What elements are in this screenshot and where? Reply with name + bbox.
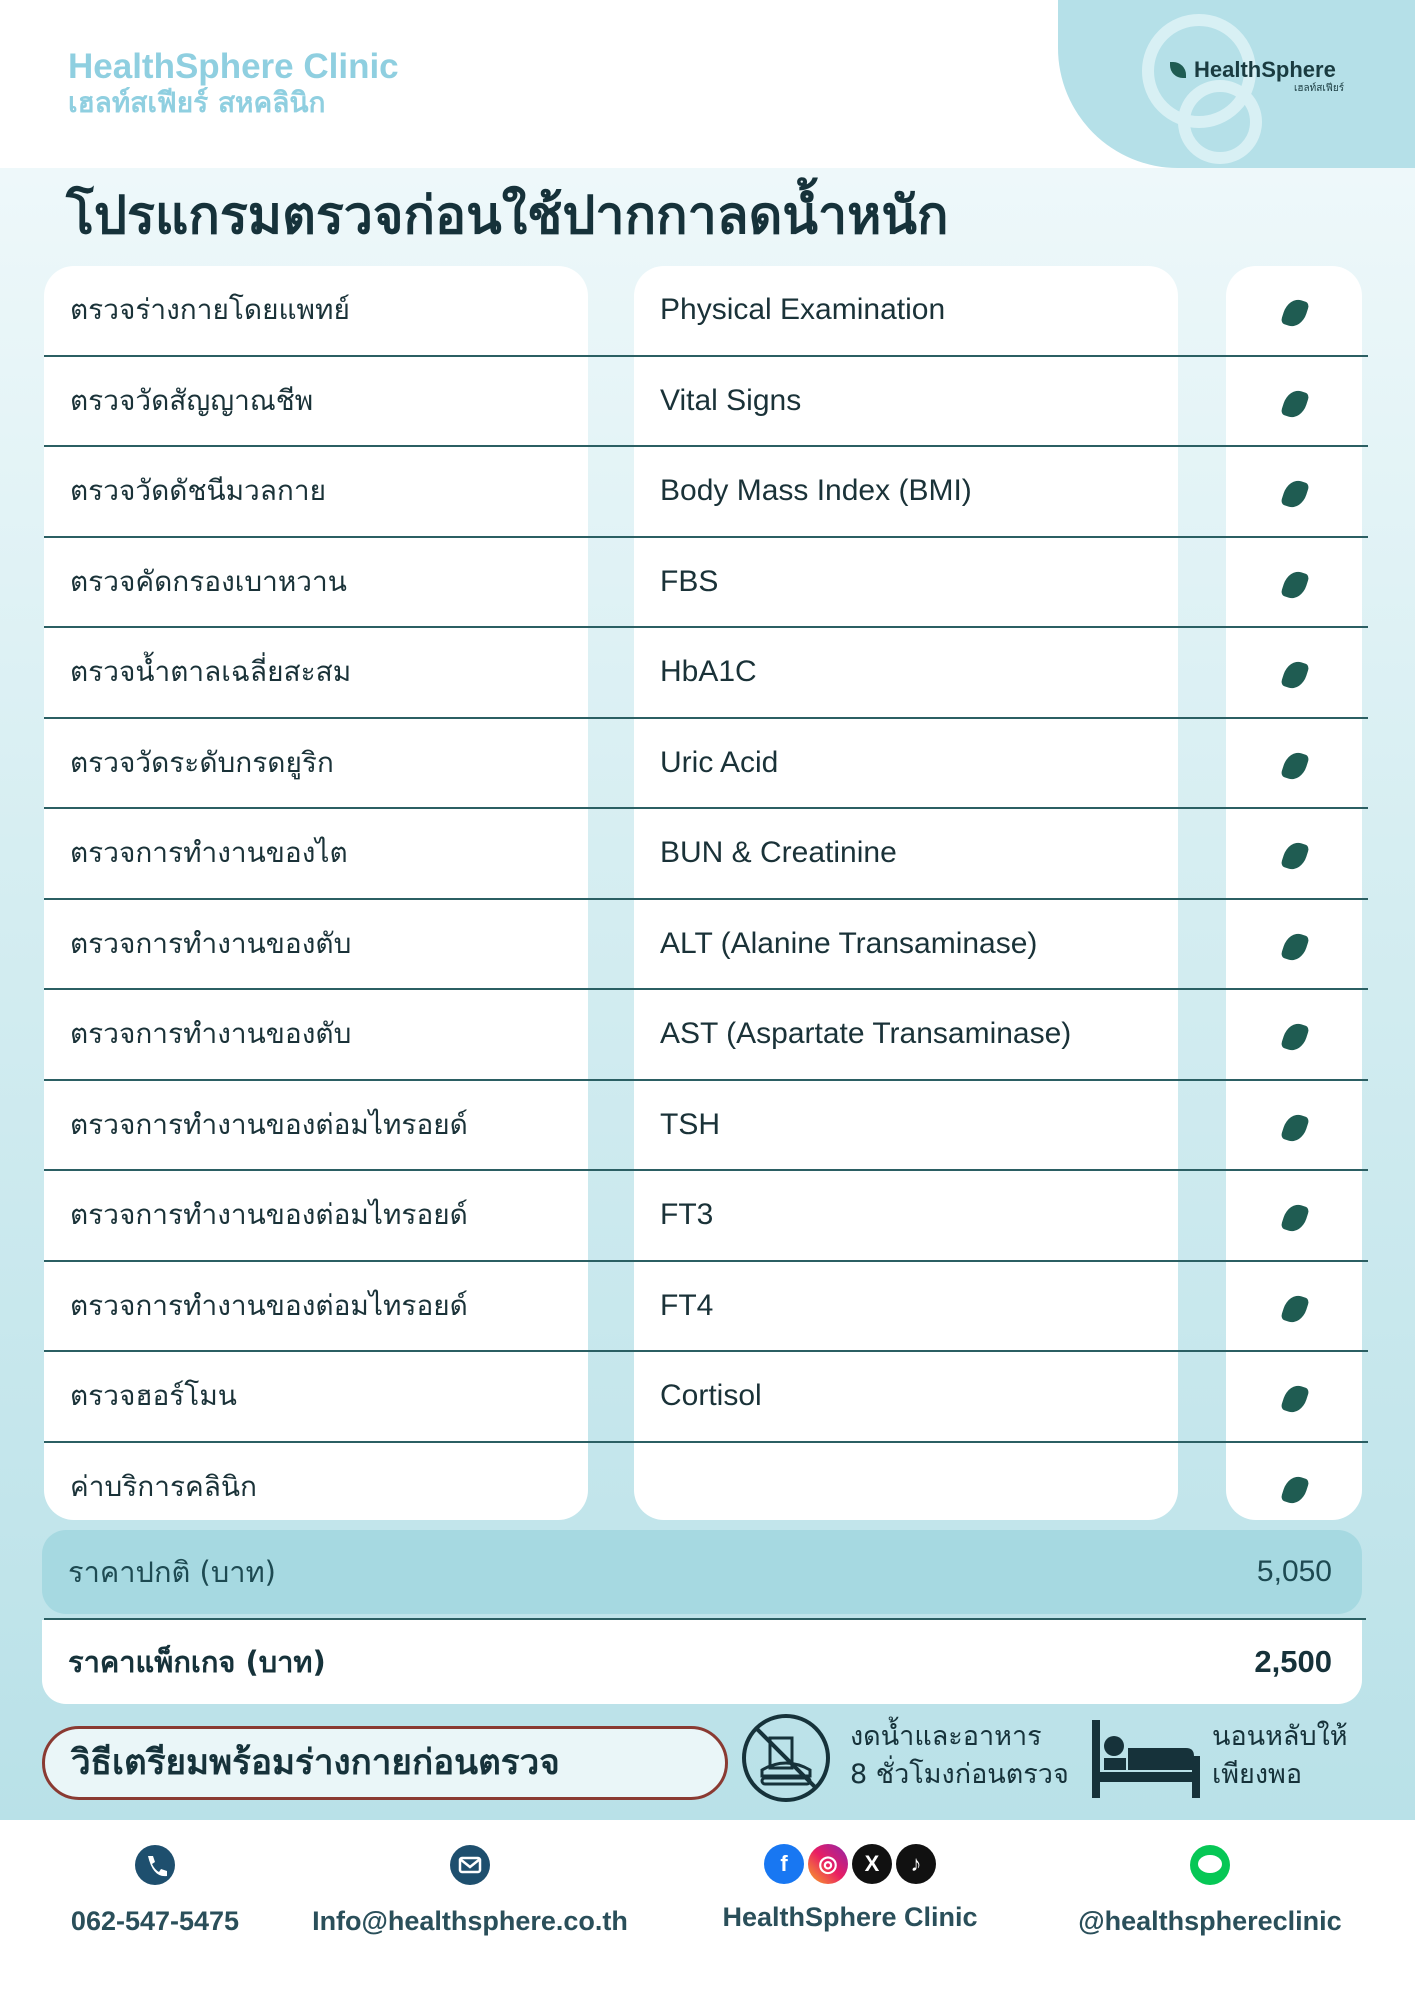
item-name-th: ตรวจการทำงานของตับ [70, 926, 352, 960]
checkup-items-table [44, 266, 1368, 1533]
table-row [44, 1352, 1368, 1443]
table-row [44, 809, 1368, 900]
phone-number: 062-547-5475 [70, 1906, 240, 1936]
table-row [44, 1443, 1368, 1534]
line-id: @healthsphereclinic [1078, 1906, 1342, 1936]
header-decoration [1058, 0, 1415, 168]
normal-price-row [42, 1530, 1362, 1614]
tiktok-icon[interactable]: ♪ [896, 1844, 936, 1884]
package-price-value: 2,500 [1254, 1644, 1332, 1679]
brand-name-en: HealthSphere Clinic [68, 47, 399, 86]
social-name: HealthSphere Clinic [722, 1902, 978, 1932]
normal-price-value: 5,050 [1256, 1555, 1332, 1588]
instagram-icon[interactable]: ◎ [808, 1844, 848, 1884]
item-name-en: AST (Aspartate Transaminase) [660, 1017, 1072, 1050]
brand-name-th: เฮลท์สเฟียร์ สหคลินิก [68, 86, 326, 119]
included-leaf-icon [1280, 1020, 1310, 1053]
table-row [44, 1081, 1368, 1172]
logo-subtitle: เฮลท์สเฟียร์ [1294, 83, 1345, 94]
social-icons [700, 1844, 1000, 1886]
item-name-th: ตรวจร่างกายโดยแพทย์ [70, 293, 350, 326]
item-name-en: BUN & Creatinine [660, 836, 897, 869]
facebook-icon[interactable]: f [764, 1844, 804, 1884]
bed-icon [1090, 1716, 1202, 1800]
preparation-title: วิธีเตรียมพร้อมร่างกายก่อนตรวจ [71, 1743, 560, 1783]
email-contact[interactable] [300, 1844, 640, 1937]
package-price-label: ราคาแพ็กเกจ (บาท) [68, 1645, 326, 1679]
included-leaf-icon [1280, 658, 1310, 691]
fasting-tip-line1: งดน้ำและอาหาร [850, 1721, 1042, 1752]
table-row [44, 266, 1368, 357]
sleep-tip [1212, 1718, 1348, 1794]
clinic-logo [1170, 57, 1345, 94]
email-icon [449, 1844, 491, 1886]
phone-contact[interactable] [60, 1844, 250, 1937]
leaf-icon [1170, 62, 1186, 78]
item-name-th: ตรวจวัดสัญญาณชีพ [70, 383, 314, 417]
table-row [44, 719, 1368, 810]
item-name-en: ALT (Alanine Transaminase) [660, 926, 1038, 960]
table-row [44, 900, 1368, 991]
item-name-th: ตรวจคัดกรองเบาหวาน [70, 564, 347, 598]
item-name-th: ตรวจการทำงานของไต [70, 836, 348, 869]
item-name-en: Uric Acid [660, 745, 779, 779]
included-leaf-icon [1280, 749, 1310, 782]
item-name-en: TSH [660, 1107, 720, 1141]
table-row [44, 628, 1368, 719]
table-row [44, 357, 1368, 448]
included-leaf-icon [1280, 1473, 1310, 1506]
email-address: Info@healthsphere.co.th [312, 1906, 628, 1936]
item-name-th: ตรวจวัดดัชนีมวลกาย [70, 474, 327, 507]
included-leaf-icon [1280, 1382, 1310, 1415]
included-leaf-icon [1280, 477, 1310, 510]
item-name-th: ตรวจน้ำตาลเฉลี่ยสะสม [70, 655, 352, 688]
item-name-en: HbA1C [660, 655, 757, 688]
fasting-tip [850, 1718, 1069, 1794]
included-leaf-icon [1280, 1292, 1310, 1325]
item-name-en: Cortisol [660, 1379, 762, 1412]
page-title: โปรแกรมตรวจก่อนใช้ปากกาลดน้ำหนัก [66, 186, 949, 246]
logo-name: HealthSphere [1194, 57, 1336, 82]
line-contact[interactable] [1050, 1844, 1370, 1937]
item-name-th: ตรวจวัดระดับกรดยูริก [70, 745, 334, 779]
item-name-th: ตรวจการทำงานของตับ [70, 1017, 352, 1050]
phone-icon [134, 1844, 176, 1886]
package-price-row [42, 1620, 1362, 1704]
table-row [44, 538, 1368, 629]
item-name-en: FBS [660, 564, 719, 598]
table-row [44, 447, 1368, 538]
item-name-th: ตรวจการทำงานของต่อมไทรอยด์ [70, 1107, 468, 1141]
included-leaf-icon [1280, 930, 1310, 963]
item-name-en: FT4 [660, 1288, 714, 1322]
item-name-th: ตรวจการทำงานของต่อมไทรอยด์ [70, 1288, 468, 1322]
included-leaf-icon [1280, 1201, 1310, 1234]
normal-price-label: ราคาปกติ (บาท) [68, 1555, 276, 1589]
preparation-title-pill [42, 1726, 728, 1800]
table-row [44, 990, 1368, 1081]
item-name-en: Body Mass Index (BMI) [660, 474, 972, 507]
x-icon[interactable]: X [852, 1844, 892, 1884]
item-name-en: Physical Examination [660, 293, 946, 326]
item-name-th: ค่าบริการคลินิก [70, 1469, 257, 1503]
item-name-en: Vital Signs [660, 383, 802, 417]
item-name-th: ตรวจฮอร์โมน [70, 1379, 237, 1412]
item-name-th: ตรวจการทำงานของต่อมไทรอยด์ [70, 1198, 468, 1231]
clinic-brand [68, 48, 399, 120]
social-contact[interactable] [700, 1844, 1000, 1933]
included-leaf-icon [1280, 568, 1310, 601]
included-leaf-icon [1280, 839, 1310, 872]
fasting-tip-line2: 8 ชั่วโมงก่อนตรวจ [850, 1759, 1069, 1790]
included-leaf-icon [1280, 387, 1310, 420]
line-icon [1189, 1844, 1231, 1886]
item-name-en: FT3 [660, 1198, 714, 1231]
table-row [44, 1171, 1368, 1262]
included-leaf-icon [1280, 1111, 1310, 1144]
no-food-drink-icon [740, 1712, 832, 1804]
table-row [44, 1262, 1368, 1353]
included-leaf-icon [1280, 296, 1310, 329]
sleep-tip-line1: นอนหลับให้ [1212, 1721, 1348, 1752]
sleep-tip-line2: เพียงพอ [1212, 1759, 1303, 1790]
